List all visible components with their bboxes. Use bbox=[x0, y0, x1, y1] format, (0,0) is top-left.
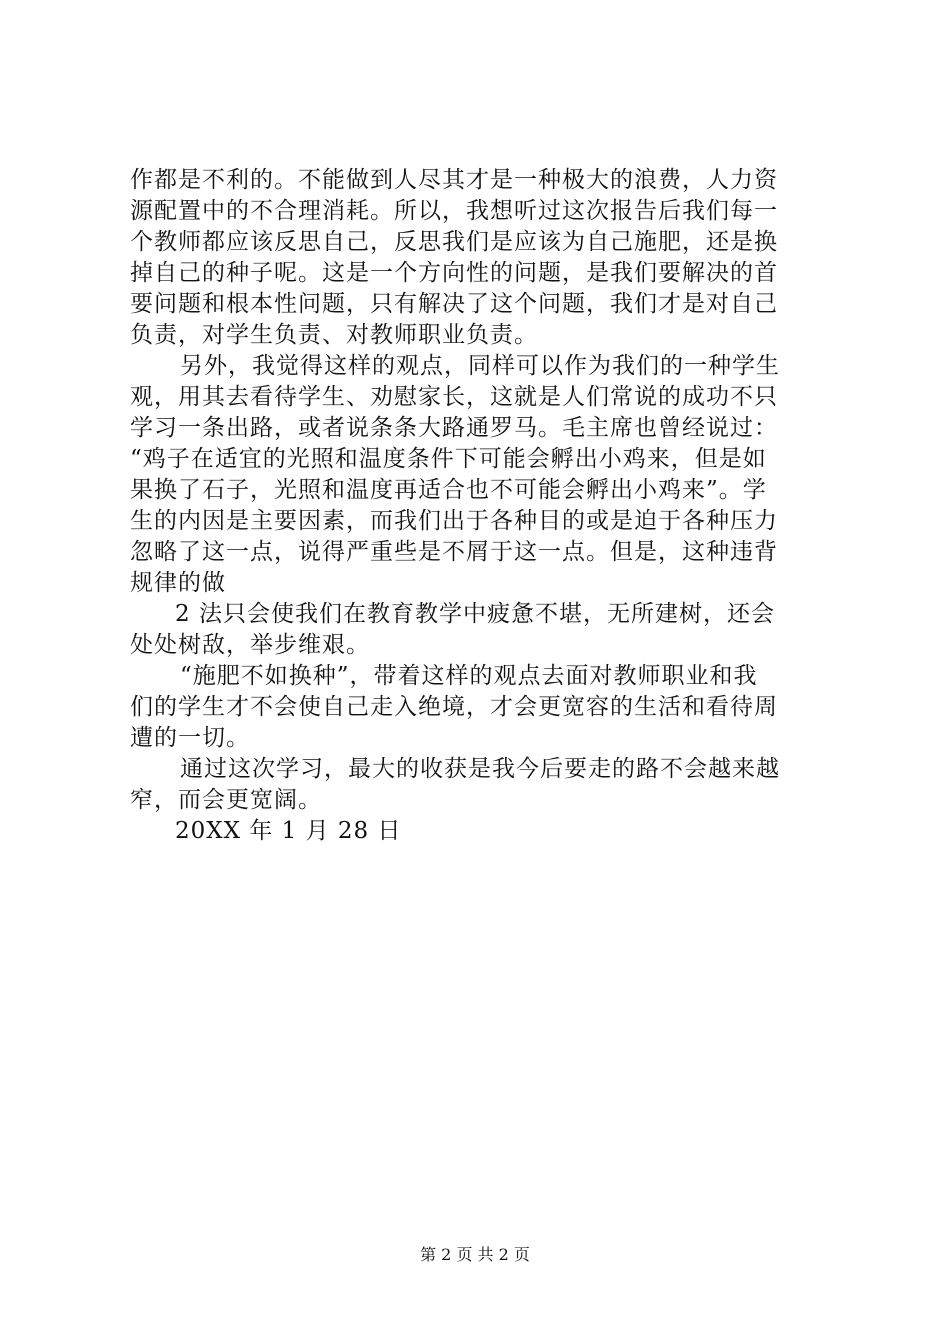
paragraph-start-line: 另外，我觉得这样的观点，同样可以作为我们的一种学生 bbox=[180, 353, 780, 379]
body-line: 们的学生才不会使自己走入绝境，才会更宽容的生活和看待周 bbox=[130, 694, 778, 720]
body-line: 忽略了这一点，说得严重些是不屑于这一点。但是，这种违背 bbox=[130, 539, 778, 565]
body-line: 源配置中的不合理消耗。所以，我想听过这次报告后我们每一 bbox=[130, 198, 778, 224]
body-line: 遭的一切。 bbox=[130, 725, 250, 751]
body-line: 作都是不利的。不能做到人尽其才是一种极大的浪费，人力资 bbox=[130, 167, 778, 193]
paragraph-start-line: 通过这次学习，最大的收获是我今后要走的路不会越来越 bbox=[180, 756, 780, 782]
body-line: 处处树敌，举步维艰。 bbox=[130, 632, 370, 658]
body-line: 个教师都应该反思自己，反思我们是应该为自己施肥，还是换 bbox=[130, 229, 778, 255]
body-line: 掉自己的种子呢。这是一个方向性的问题，是我们要解决的首 bbox=[130, 260, 778, 286]
paragraph-start-line: “施肥不如换种”，带着这样的观点去面对教师职业和我 bbox=[180, 663, 758, 689]
body-line: 果换了石子，光照和温度再适合也不可能会孵出小鸡来”。学 bbox=[130, 477, 767, 503]
body-line: 学习一条出路，或者说条条大路通罗马。毛主席也曾经说过： bbox=[130, 415, 778, 441]
page-footer: 第 2 页 共 2 页 bbox=[420, 1245, 530, 1264]
body-line: 负责，对学生负责、对教师职业负责。 bbox=[130, 322, 538, 348]
date-line: 20XX 年 1 月 28 日 bbox=[175, 818, 402, 844]
body-line: 规律的做 bbox=[130, 570, 226, 596]
body-line: 窄，而会更宽阔。 bbox=[130, 787, 322, 813]
body-line: 生的内因是主要因素，而我们出于各种目的或是迫于各种压力 bbox=[130, 508, 778, 534]
body-line: “鸡子在适宜的光照和温度条件下可能会孵出小鸡来，但是如 bbox=[130, 446, 767, 472]
paragraph-start-line: 2 法只会使我们在教育教学中疲惫不堪，无所建树，还会 bbox=[175, 601, 775, 627]
body-line: 观，用其去看待学生、劝慰家长，这就是人们常说的成功不只 bbox=[130, 384, 778, 410]
body-line: 要问题和根本性问题，只有解决了这个问题，我们才是对自己 bbox=[130, 291, 778, 317]
document-body bbox=[130, 165, 830, 847]
